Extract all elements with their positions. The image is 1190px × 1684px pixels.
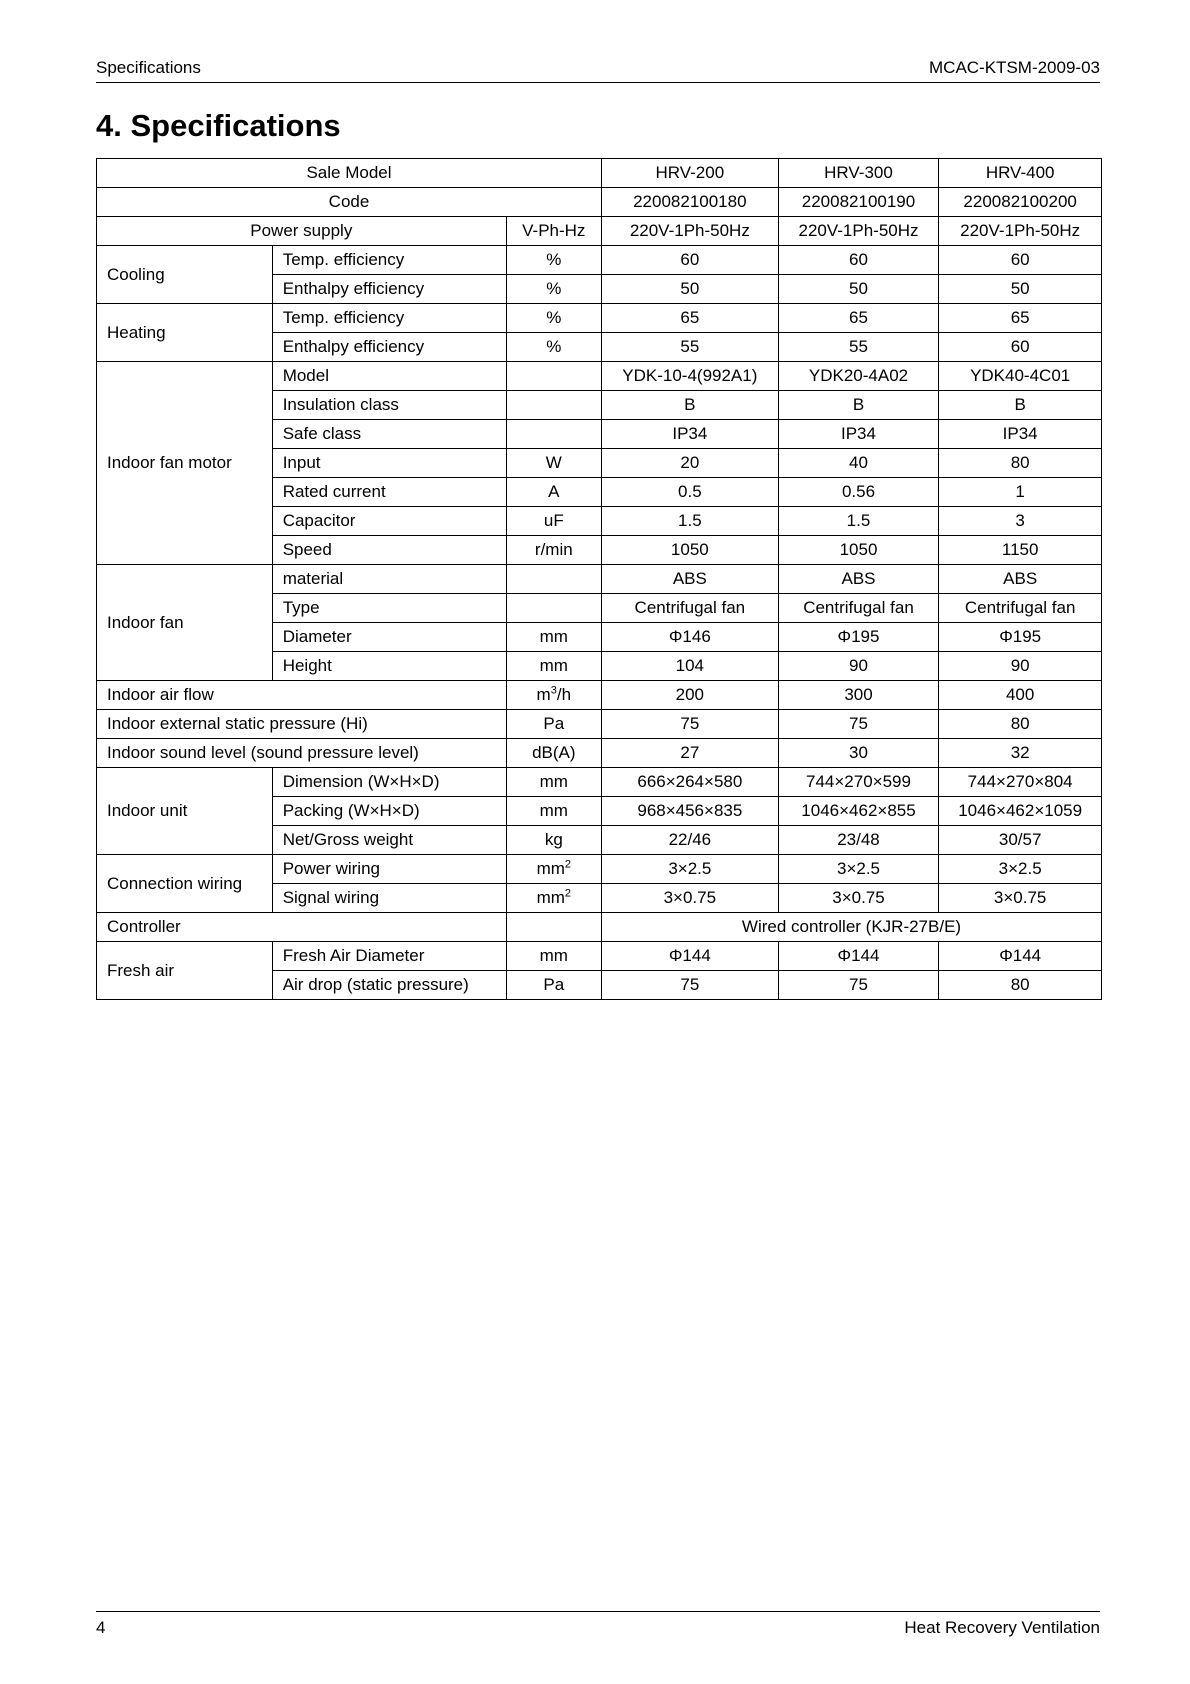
row-label: Fresh Air Diameter <box>272 942 506 971</box>
table-cell: 75 <box>601 710 778 739</box>
unit-cell: Pa <box>506 971 601 1000</box>
group-label-heating: Heating <box>97 304 273 362</box>
unit-superscript: 3 <box>550 684 557 697</box>
table-cell: 90 <box>939 652 1102 681</box>
table-cell: Centrifugal fan <box>601 594 778 623</box>
table-row <box>97 681 1102 710</box>
unit-cell: W <box>506 449 601 478</box>
table-cell: Φ195 <box>778 623 939 652</box>
table-cell: Φ146 <box>601 623 778 652</box>
table-row <box>97 942 1102 971</box>
row-label: Capacitor <box>272 507 506 536</box>
footer-doc-title: Heat Recovery Ventilation <box>904 1618 1100 1637</box>
table-row <box>97 217 1102 246</box>
table-cell: 968×456×835 <box>601 797 778 826</box>
unit-cell: % <box>506 246 601 275</box>
table-cell: Φ144 <box>778 942 939 971</box>
row-label: Safe class <box>272 420 506 449</box>
group-label-cooling: Cooling <box>97 246 273 304</box>
page-footer <box>96 1611 1100 1638</box>
unit-cell: kg <box>506 826 601 855</box>
table-row <box>97 710 1102 739</box>
row-label: Temp. efficiency <box>272 246 506 275</box>
table-cell: 400 <box>939 681 1102 710</box>
table-cell: 65 <box>778 304 939 333</box>
table-row <box>97 188 1102 217</box>
unit-cell <box>506 681 601 710</box>
unit-cell <box>506 855 601 884</box>
table-cell: 3×2.5 <box>939 855 1102 884</box>
table-cell: 40 <box>778 449 939 478</box>
unit-cell: A <box>506 478 601 507</box>
table-cell: 55 <box>778 333 939 362</box>
table-row <box>97 159 1102 188</box>
header-section-title: Specifications <box>96 58 201 77</box>
unit-cell <box>506 565 601 594</box>
unit-cell <box>506 420 601 449</box>
table-cell: 65 <box>939 304 1102 333</box>
unit-cell <box>506 594 601 623</box>
table-row <box>97 768 1102 797</box>
unit-superscript: 2 <box>564 887 572 900</box>
row-label: Type <box>272 594 506 623</box>
table-cell: 1050 <box>601 536 778 565</box>
table-cell: 22/46 <box>601 826 778 855</box>
table-cell: 3×2.5 <box>778 855 939 884</box>
model-hrv-200: HRV-200 <box>601 159 778 188</box>
table-cell: YDK20-4A02 <box>778 362 939 391</box>
row-label: Speed <box>272 536 506 565</box>
table-cell: 80 <box>939 449 1102 478</box>
table-cell: Centrifugal fan <box>778 594 939 623</box>
table-cell: 1046×462×1059 <box>939 797 1102 826</box>
table-cell: 50 <box>601 275 778 304</box>
row-label: material <box>272 565 506 594</box>
table-cell: 27 <box>601 739 778 768</box>
table-cell: 3 <box>939 507 1102 536</box>
table-cell: 60 <box>939 246 1102 275</box>
table-cell: 65 <box>601 304 778 333</box>
row-label: Temp. efficiency <box>272 304 506 333</box>
row-label: Indoor external static pressure (Hi) <box>97 710 507 739</box>
table-cell: 666×264×580 <box>601 768 778 797</box>
table-row <box>97 739 1102 768</box>
row-label: Height <box>272 652 506 681</box>
page-number: 4 <box>96 1618 106 1637</box>
table-cell: 23/48 <box>778 826 939 855</box>
table-cell: 30/57 <box>939 826 1102 855</box>
table-cell: 75 <box>778 710 939 739</box>
row-label: Packing (W×H×D) <box>272 797 506 826</box>
table-cell: YDK-10-4(992A1) <box>601 362 778 391</box>
table-cell: 220082100200 <box>939 188 1102 217</box>
group-label-connection-wiring: Connection wiring <box>97 855 273 913</box>
unit-cell: % <box>506 304 601 333</box>
header-doc-code: MCAC-KTSM-2009-03 <box>929 58 1100 77</box>
table-cell: 60 <box>601 246 778 275</box>
table-cell: IP34 <box>778 420 939 449</box>
table-cell: Centrifugal fan <box>939 594 1102 623</box>
table-cell: ABS <box>778 565 939 594</box>
table-cell: IP34 <box>601 420 778 449</box>
table-cell: IP34 <box>939 420 1102 449</box>
table-cell: 1 <box>939 478 1102 507</box>
table-cell: 3×0.75 <box>601 884 778 913</box>
unit-base: m <box>536 685 551 704</box>
row-label: Diameter <box>272 623 506 652</box>
table-cell: 75 <box>778 971 939 1000</box>
table-cell: YDK40-4C01 <box>939 362 1102 391</box>
page-title: 4. Specifications <box>96 108 341 143</box>
unit-cell: dB(A) <box>506 739 601 768</box>
group-label-indoor-unit: Indoor unit <box>97 768 273 855</box>
unit-cell: r/min <box>506 536 601 565</box>
code-label: Code <box>97 188 602 217</box>
table-cell: B <box>601 391 778 420</box>
table-cell: Φ144 <box>601 942 778 971</box>
row-label: Dimension (W×H×D) <box>272 768 506 797</box>
specifications-table <box>96 158 1102 1000</box>
unit-cell <box>506 913 601 942</box>
table-cell: 0.56 <box>778 478 939 507</box>
model-hrv-300: HRV-300 <box>778 159 939 188</box>
unit-cell: mm <box>506 623 601 652</box>
table-row <box>97 855 1102 884</box>
unit-base: mm <box>536 888 565 907</box>
table-cell: 1046×462×855 <box>778 797 939 826</box>
table-cell: 220082100180 <box>601 188 778 217</box>
group-label-indoor-fan-motor: Indoor fan motor <box>97 362 273 565</box>
unit-base: mm <box>536 859 565 878</box>
table-cell: 30 <box>778 739 939 768</box>
unit-cell: Pa <box>506 710 601 739</box>
table-cell: 300 <box>778 681 939 710</box>
table-row <box>97 565 1102 594</box>
table-row <box>97 362 1102 391</box>
table-row <box>97 246 1102 275</box>
row-label: Indoor sound level (sound pressure level) <box>97 739 507 768</box>
unit-cell: % <box>506 333 601 362</box>
table-cell: 80 <box>939 971 1102 1000</box>
table-cell: ABS <box>939 565 1102 594</box>
unit-cell <box>506 884 601 913</box>
table-cell: 90 <box>778 652 939 681</box>
table-cell: 1050 <box>778 536 939 565</box>
row-label: Insulation class <box>272 391 506 420</box>
table-cell: 3×0.75 <box>778 884 939 913</box>
row-label: Enthalpy efficiency <box>272 275 506 304</box>
row-label: Power wiring <box>272 855 506 884</box>
unit-cell: mm <box>506 797 601 826</box>
row-label: Model <box>272 362 506 391</box>
unit-cell: mm <box>506 942 601 971</box>
table-cell: B <box>778 391 939 420</box>
unit-cell: V-Ph-Hz <box>506 217 601 246</box>
table-cell: 1.5 <box>778 507 939 536</box>
controller-value: Wired controller (KJR-27B/E) <box>601 913 1101 942</box>
table-cell: 220V-1Ph-50Hz <box>778 217 939 246</box>
table-cell: Φ195 <box>939 623 1102 652</box>
sale-model-label: Sale Model <box>97 159 602 188</box>
table-cell: 32 <box>939 739 1102 768</box>
row-label: Air drop (static pressure) <box>272 971 506 1000</box>
table-cell: 55 <box>601 333 778 362</box>
table-cell: 50 <box>778 275 939 304</box>
table-cell: 104 <box>601 652 778 681</box>
table-cell: 3×0.75 <box>939 884 1102 913</box>
unit-cell: uF <box>506 507 601 536</box>
table-row <box>97 913 1102 942</box>
group-label-fresh-air: Fresh air <box>97 942 273 1000</box>
row-label: Indoor air flow <box>97 681 507 710</box>
unit-cell <box>506 391 601 420</box>
table-cell: 80 <box>939 710 1102 739</box>
model-hrv-400: HRV-400 <box>939 159 1102 188</box>
table-cell: 220V-1Ph-50Hz <box>601 217 778 246</box>
table-cell: 1.5 <box>601 507 778 536</box>
unit-cell: mm <box>506 768 601 797</box>
row-label: Input <box>272 449 506 478</box>
row-label: Signal wiring <box>272 884 506 913</box>
unit-tail: /h <box>556 685 572 704</box>
table-cell: 60 <box>778 246 939 275</box>
table-cell: B <box>939 391 1102 420</box>
group-label-indoor-fan: Indoor fan <box>97 565 273 681</box>
table-cell: 744×270×804 <box>939 768 1102 797</box>
unit-cell: mm <box>506 652 601 681</box>
table-cell: ABS <box>601 565 778 594</box>
unit-cell: % <box>506 275 601 304</box>
table-cell: 50 <box>939 275 1102 304</box>
table-cell: Φ144 <box>939 942 1102 971</box>
table-cell: 0.5 <box>601 478 778 507</box>
table-cell: 220V-1Ph-50Hz <box>939 217 1102 246</box>
table-cell: 60 <box>939 333 1102 362</box>
table-cell: 744×270×599 <box>778 768 939 797</box>
table-cell: 3×2.5 <box>601 855 778 884</box>
table-cell: 220082100190 <box>778 188 939 217</box>
power-supply-label: Power supply <box>97 217 507 246</box>
row-label: Controller <box>97 913 507 942</box>
row-label: Rated current <box>272 478 506 507</box>
table-cell: 20 <box>601 449 778 478</box>
table-cell: 75 <box>601 971 778 1000</box>
page-header <box>96 56 1100 83</box>
table-row <box>97 304 1102 333</box>
row-label: Net/Gross weight <box>272 826 506 855</box>
table-cell: 200 <box>601 681 778 710</box>
unit-cell <box>506 362 601 391</box>
row-label: Enthalpy efficiency <box>272 333 506 362</box>
unit-superscript: 2 <box>564 858 572 871</box>
table-cell: 1150 <box>939 536 1102 565</box>
